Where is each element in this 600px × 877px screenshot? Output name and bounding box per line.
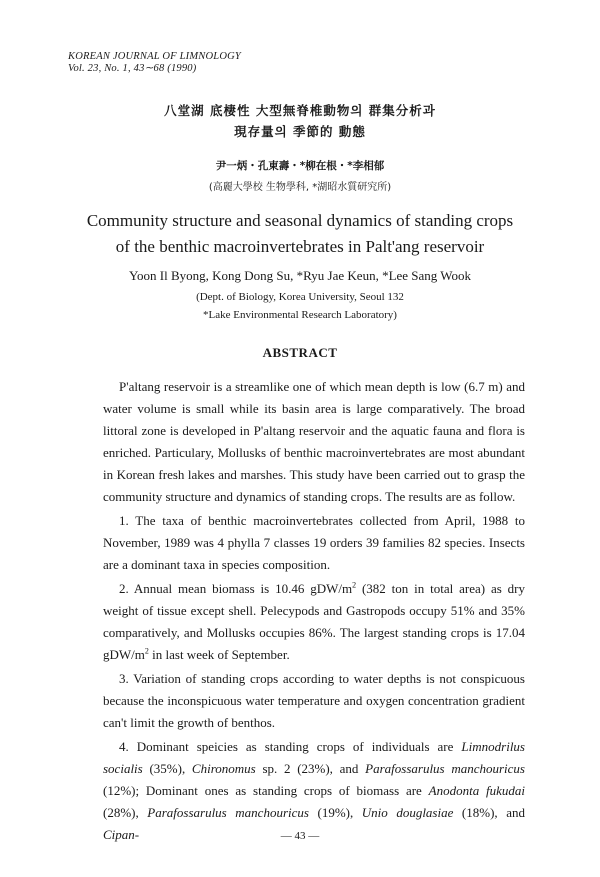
species-name: Unio douglasiae [361, 805, 454, 820]
species-name: Anodonta fukudai [428, 783, 526, 798]
species-name: Chironomus [191, 761, 256, 776]
species-name: Limnodrilus socialis [103, 739, 525, 776]
journal-header [68, 51, 241, 75]
english-affiliation-line1: (Dept. of Biology, Korea University, Seoul 132 [196, 291, 404, 303]
journal-name: KOREAN JOURNAL OF LIMNOLOGY [68, 51, 241, 62]
abstract-item-1: 1. The taxa of benthic macroinvertebrates collected from April, 1988 to November, 1989 was 4 phylla 7 classes 19 orders 39 families 82 species. Insects are a dominant taxa in species composition. [103, 513, 525, 572]
english-title [0, 208, 600, 260]
superscript: 2 [144, 646, 149, 656]
abstract-body [103, 376, 525, 846]
page-number: — 43 — [280, 830, 320, 842]
english-authors: Yoon Il Byong, Kong Dong Su, *Ryu Jae Keun, *Lee Sang Wook [128, 268, 472, 283]
english-affiliation-line2: *Lake Environmental Research Laboratory) [203, 309, 397, 321]
species-name: Parafossarulus manchouricus [365, 761, 525, 776]
english-title-line2: of the benthic macroinvertebrates in Palt'ang reservoir [115, 237, 485, 256]
species-name: Cipan- [103, 827, 140, 842]
korean-title-line2: 現存量의 季節的 動態 [234, 124, 366, 139]
abstract-item-4: 4. Dominant speicies as standing crops of individuals are Limnodrilus socialis (35%), Chironomus sp. 2 (23%), and Parafossarulus manchouricus (12%); Dominant ones as standing crops of biomass are Anodonta fukudai (28%), Parafossarulus manchouricus (19%), Unio douglasiae (18%), and Cipan- [103, 739, 526, 842]
korean-title-line1: 八堂湖 底棲性 大型無脊椎動物의 群集分析과 [164, 103, 436, 118]
abstract-heading: ABSTRACT [262, 345, 338, 360]
species-name: Parafossarulus manchouricus [147, 805, 309, 820]
korean-authors: 尹一炳・孔東壽・*柳在根・*李相郁 [215, 160, 385, 172]
korean-affiliation: (高麗大學校 生物學科, *湖昭水質研究所) [208, 182, 392, 193]
english-title-line1: Community structure and seasonal dynamics of standing crops [86, 211, 514, 230]
superscript: 2 [352, 580, 357, 590]
abstract-item-3: 3. Variation of standing crops according to water depths is not conspicuous because the inconspicuous water temperature and oxygen concentration gradient can't limit the growth of benthos. [103, 671, 525, 730]
abstract-intro: P'altang reservoir is a streamlike one of which mean depth is low (6.7 m) and water volume is small while its basin area is large comparatively. The broad littoral zone is developed in P'altang reservoir and the aquatic fauna and flora is enriched. Particulary, Mollusks of benthic macroinvertebrates are most abundant in Korean fresh lakes and marshes. This study have been carried out to grasp the community structure and dynamics of standing crops. The results are as follow. [103, 379, 525, 504]
abstract-item-2: 2. Annual mean biomass is 10.46 gDW/$m^2$ (382 ton in total area) as dry weight of tissue except shell. Pelecypods and Gastropods occupy 51% and 35% comparatively, and Mollusks occupies 86%. The largest standing crops is 17.04 gDW/$m^2$ in last week of September. [103, 580, 525, 662]
journal-citation: Vol. 23, No. 1, 43∼68 (1990) [68, 63, 197, 74]
